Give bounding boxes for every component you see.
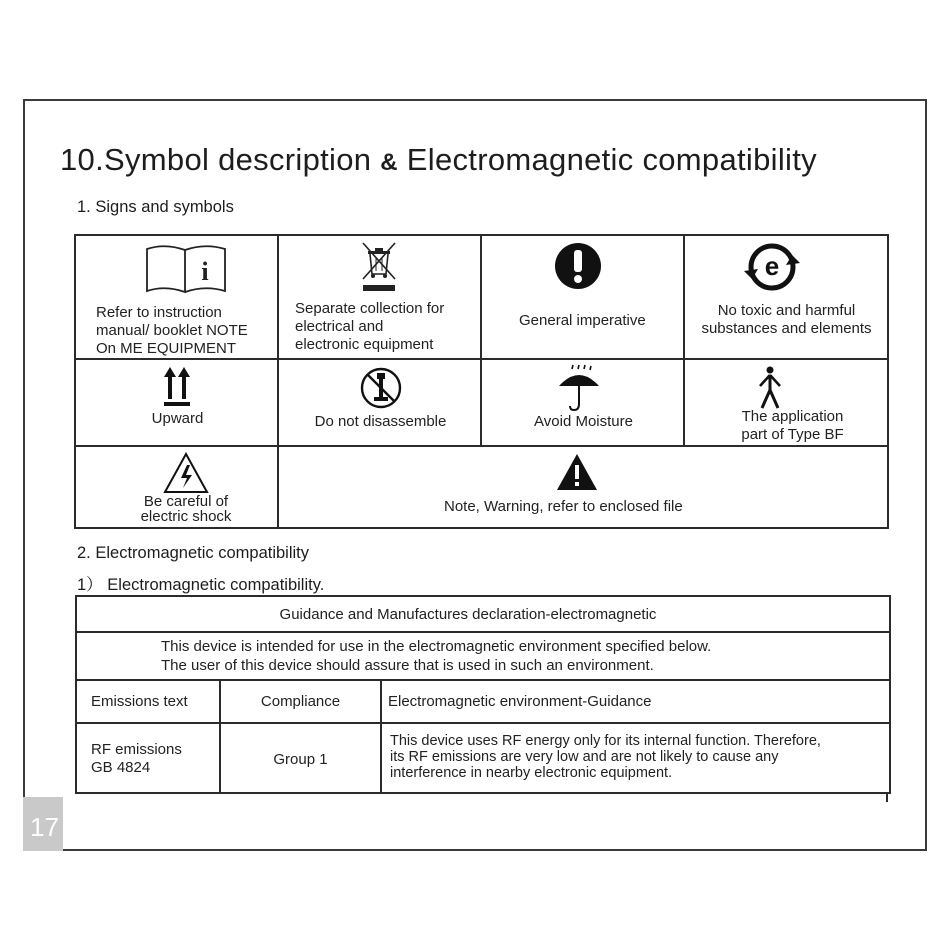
section-2-heading: 2. Electromagnetic compatibility (77, 544, 310, 562)
emc-header-compliance: Compliance (220, 680, 381, 723)
symbol-caption: The application part of Type BF (741, 408, 844, 443)
emc-table-title: Guidance and Manufactures declaration-electromagnetic (76, 596, 890, 632)
recycle-e-icon (742, 241, 802, 293)
symbol-caption: General imperative (519, 312, 646, 329)
emc-table-right-stub (886, 792, 888, 802)
table-row (76, 723, 890, 794)
electric-shock-icon (163, 452, 209, 494)
exclamation-circle-icon (554, 242, 602, 290)
symbol-caption: Refer to instruction manual/ booklet NOTE On ME EQUIPMENT (96, 304, 248, 357)
symbol-caption: Be careful of electric shock (140, 493, 232, 525)
symbol-cell-type-bf (684, 359, 888, 446)
emc-table-intro: This device is intended for use in the electromagnetic environment specified below. The user of this device should assure that is used in such an environment. (76, 632, 890, 680)
symbol-cell-no-disassemble (278, 359, 481, 446)
symbol-cell-separate-collection (278, 235, 481, 359)
type-bf-icon (757, 366, 783, 410)
emc-header-guidance: Electromagnetic environment-Guidance (381, 680, 890, 723)
symbol-cell-no-toxic (684, 235, 888, 359)
emc-cell-compliance: Group 1 (220, 723, 381, 794)
page-title (60, 142, 817, 178)
symbol-caption: Note, Warning, refer to enclosed file (444, 498, 683, 515)
symbol-cell-warning (278, 446, 888, 528)
section-1-heading: 1. Signs and symbols (77, 198, 234, 216)
symbol-caption: No toxic and harmful substances and elements (701, 302, 872, 337)
symbol-cell-general-imperative (481, 235, 684, 359)
symbol-cell-upward (75, 359, 278, 446)
title-part-2: Electromagnetic compatibility (406, 142, 817, 177)
title-part-1: Symbol description (104, 142, 372, 177)
symbol-cell-electric-shock (75, 446, 278, 528)
emc-header-emissions: Emissions text (76, 680, 220, 723)
section-2-subheading: 1） Electromagnetic compatibility. (77, 576, 325, 594)
emc-cell-emission: RF emissions GB 4824 (76, 723, 220, 794)
symbol-caption: Separate collection for electrical and electronic equipment (295, 300, 445, 353)
upward-arrows-icon (164, 367, 190, 407)
book-info-icon (145, 243, 227, 295)
title-ampersand: & (380, 149, 398, 176)
svg-text:e: e (764, 251, 780, 281)
symbols-table (74, 234, 889, 529)
emc-cell-guidance: This device uses RF energy only for its internal function. Therefore, its RF emissions are very low and are not likely to cause any interference in nearby electronic equipment. (381, 723, 890, 794)
no-disassemble-icon (360, 367, 402, 409)
svg-text:i: i (201, 257, 209, 286)
warning-triangle-icon (556, 453, 598, 491)
emc-table-bottom-rule (75, 792, 889, 794)
symbol-cell-avoid-moisture (481, 359, 684, 446)
symbol-caption: Upward (151, 410, 204, 427)
emc-table (75, 595, 891, 794)
crossed-bin-icon (359, 241, 399, 296)
symbol-cell-instruction-manual (75, 235, 278, 359)
umbrella-icon (557, 364, 601, 412)
symbol-caption: Avoid Moisture (534, 413, 633, 430)
title-number: 10. (60, 142, 104, 177)
page-number: 17 (30, 812, 59, 842)
symbol-caption: Do not disassemble (314, 413, 447, 430)
